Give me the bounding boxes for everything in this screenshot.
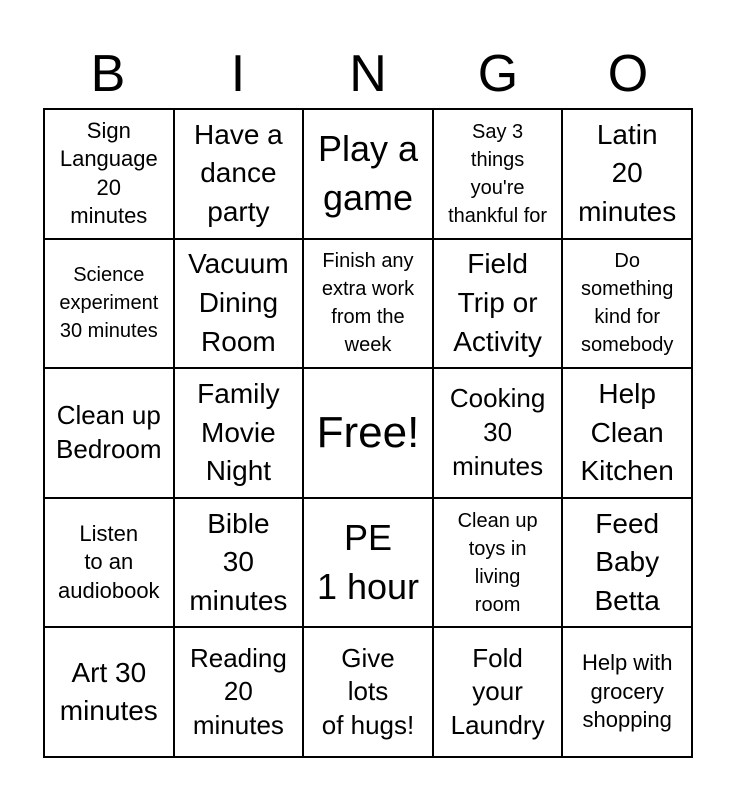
bingo-cell[interactable]: Help with grocery shopping	[562, 627, 692, 757]
header-letter-o: O	[607, 45, 649, 103]
header-letter-b: B	[90, 45, 126, 103]
header-letter-g: G	[477, 45, 519, 103]
bingo-cell[interactable]: Have a dance party	[174, 109, 304, 239]
bingo-cell[interactable]: Cooking 30 minutes	[433, 368, 563, 498]
bingo-cell[interactable]: Do something kind for somebody	[562, 239, 692, 369]
bingo-cell[interactable]: Art 30 minutes	[44, 627, 174, 757]
bingo-board	[43, 108, 693, 758]
bingo-cell[interactable]: Sign Language 20 minutes	[44, 109, 174, 239]
bingo-cell[interactable]: Give lots of hugs!	[303, 627, 433, 757]
bingo-cell[interactable]: Family Movie Night	[174, 368, 304, 498]
bingo-cell[interactable]: Say 3 things you're thankful for	[433, 109, 563, 239]
header-letter-n: N	[349, 45, 387, 103]
bingo-cell[interactable]: PE 1 hour	[303, 498, 433, 628]
bingo-cell[interactable]: Science experiment 30 minutes	[44, 239, 174, 369]
bingo-cell[interactable]: Clean up Bedroom	[44, 368, 174, 498]
bingo-header	[43, 40, 693, 108]
bingo-cell[interactable]: Help Clean Kitchen	[562, 368, 692, 498]
bingo-cell[interactable]: Field Trip or Activity	[433, 239, 563, 369]
bingo-cell[interactable]: Vacuum Dining Room	[174, 239, 304, 369]
header-letter-i: I	[230, 45, 246, 103]
free-space-cell[interactable]: Free!	[303, 368, 433, 498]
bingo-cell[interactable]: Latin 20 minutes	[562, 109, 692, 239]
bingo-cell[interactable]: Finish any extra work from the week	[303, 239, 433, 369]
bingo-cell[interactable]: Clean up toys in living room	[433, 498, 563, 628]
bingo-cell[interactable]: Play a game	[303, 109, 433, 239]
bingo-cell[interactable]: Feed Baby Betta	[562, 498, 692, 628]
bingo-cell[interactable]: Reading 20 minutes	[174, 627, 304, 757]
bingo-cell[interactable]: Fold your Laundry	[433, 627, 563, 757]
bingo-cell[interactable]: Bible 30 minutes	[174, 498, 304, 628]
bingo-cell[interactable]: Listen to an audiobook	[44, 498, 174, 628]
